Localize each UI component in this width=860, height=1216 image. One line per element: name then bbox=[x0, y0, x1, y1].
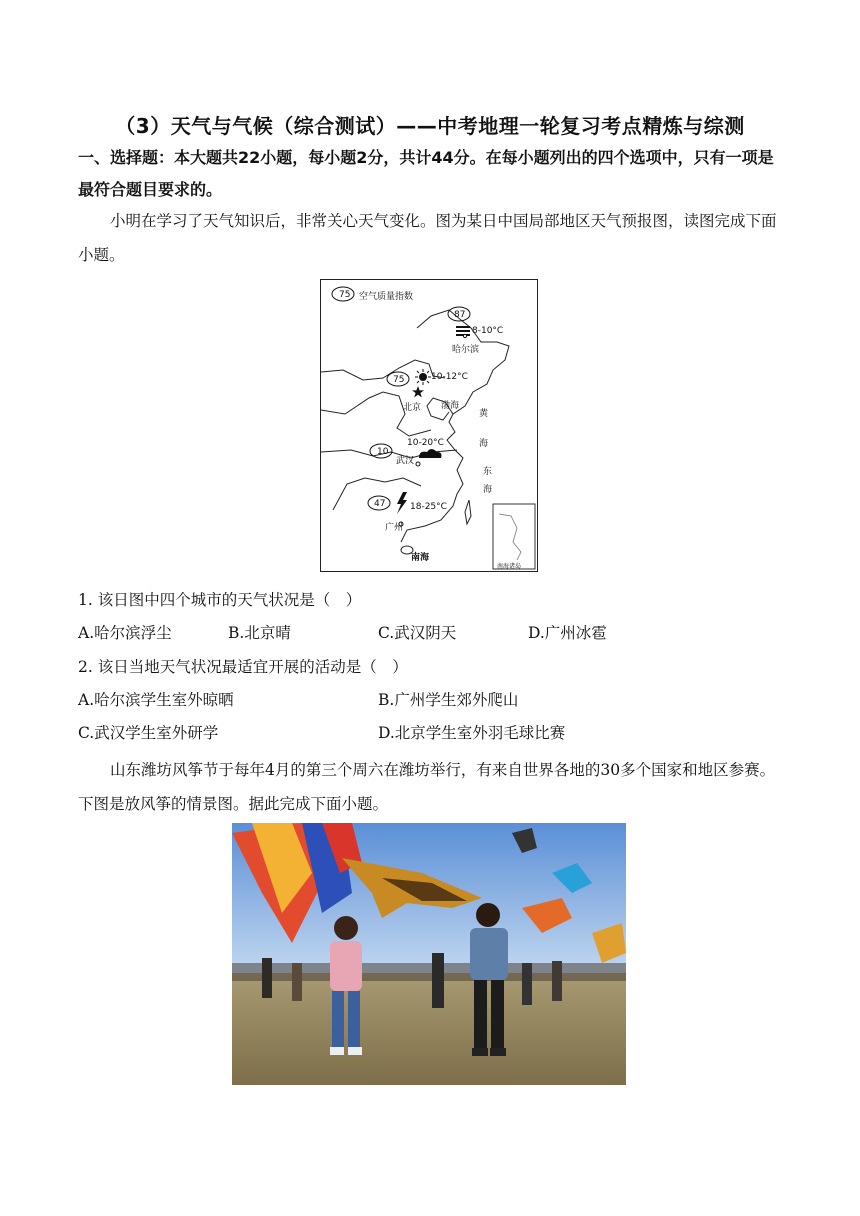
beijing-temp: 10-12°C bbox=[431, 372, 468, 382]
legend-value: 75 bbox=[339, 290, 351, 300]
guangzhou-name: 广州 bbox=[385, 523, 404, 533]
question-2-option-b: B.广州学生郊外爬山 bbox=[378, 691, 519, 709]
question-1-option-c: C.武汉阴天 bbox=[378, 624, 457, 642]
wuhan-temp: 10-20°C bbox=[407, 438, 444, 448]
question-1-option-b: B.北京晴 bbox=[228, 624, 291, 642]
harbin-aqi: 87 bbox=[454, 310, 466, 320]
section-heading: 一、选择题：本大题共22小题，每小题2分，共计44分。在每小题列出的四个选项中，只有一项是最符合题目要求的。 bbox=[78, 148, 774, 199]
intro-paragraph-2: 山东潍坊风筝节于每年4月的第三个周六在潍坊举行，有来自世界各地的30多个国家和地区参赛。下图是放风筝的情景图。据此完成下面小题。 bbox=[78, 761, 776, 813]
sun-icon bbox=[415, 369, 431, 385]
question-2-option-d: D.北京学生室外羽毛球比赛 bbox=[378, 724, 566, 742]
capital-star-icon bbox=[412, 386, 424, 397]
east-sea-label-1: 东 bbox=[483, 467, 493, 477]
yellow-sea-label-1: 黄 bbox=[479, 409, 489, 419]
guangzhou-aqi: 47 bbox=[374, 499, 386, 509]
harbin-name: 哈尔滨 bbox=[452, 345, 480, 355]
fog-icon bbox=[456, 326, 470, 336]
bohai-label: 渤海 bbox=[441, 401, 460, 411]
wuhan-aqi: 10 bbox=[377, 447, 389, 457]
wuhan-name: 武汉 bbox=[396, 456, 415, 466]
inset-label: 南海诸岛 bbox=[497, 563, 522, 570]
overcast-icon bbox=[419, 449, 442, 458]
question-1-stem: 1. 该日图中四个城市的天气状况是（ ） bbox=[78, 591, 362, 609]
yellow-sea-label-2: 海 bbox=[479, 439, 489, 449]
kite-festival-photo bbox=[232, 823, 626, 1085]
legend-label: 空气质量指数 bbox=[359, 292, 414, 302]
page-title: （3）天气与气候（综合测试）——中考地理一轮复习考点精炼与综测 bbox=[115, 114, 745, 138]
thunder-icon bbox=[397, 492, 407, 514]
question-1-option-a: A.哈尔滨浮尘 bbox=[78, 624, 172, 642]
beijing-name: 北京 bbox=[403, 403, 422, 413]
question-2-option-c: C.武汉学生室外研学 bbox=[78, 724, 219, 742]
question-2-option-a: A.哈尔滨学生室外晾晒 bbox=[78, 691, 234, 709]
map-drawing bbox=[321, 280, 537, 571]
east-sea-label-2: 海 bbox=[483, 485, 493, 495]
question-1-option-d: D.广州冰雹 bbox=[528, 624, 607, 642]
guangzhou-temp: 18-25°C bbox=[410, 502, 447, 512]
weather-forecast-map bbox=[320, 279, 538, 572]
kite-festival-illustration bbox=[232, 823, 626, 1085]
question-2-stem: 2. 该日当地天气状况最适宜开展的活动是（ ） bbox=[78, 658, 408, 676]
harbin-temp: 8-10°C bbox=[472, 326, 504, 336]
south-sea-label: 南海 bbox=[411, 553, 430, 563]
intro-paragraph-1: 小明在学习了天气知识后，非常关心天气变化。图为某日中国局部地区天气预报图，读图完成下面小题。 bbox=[78, 212, 777, 264]
beijing-aqi: 75 bbox=[393, 375, 405, 385]
